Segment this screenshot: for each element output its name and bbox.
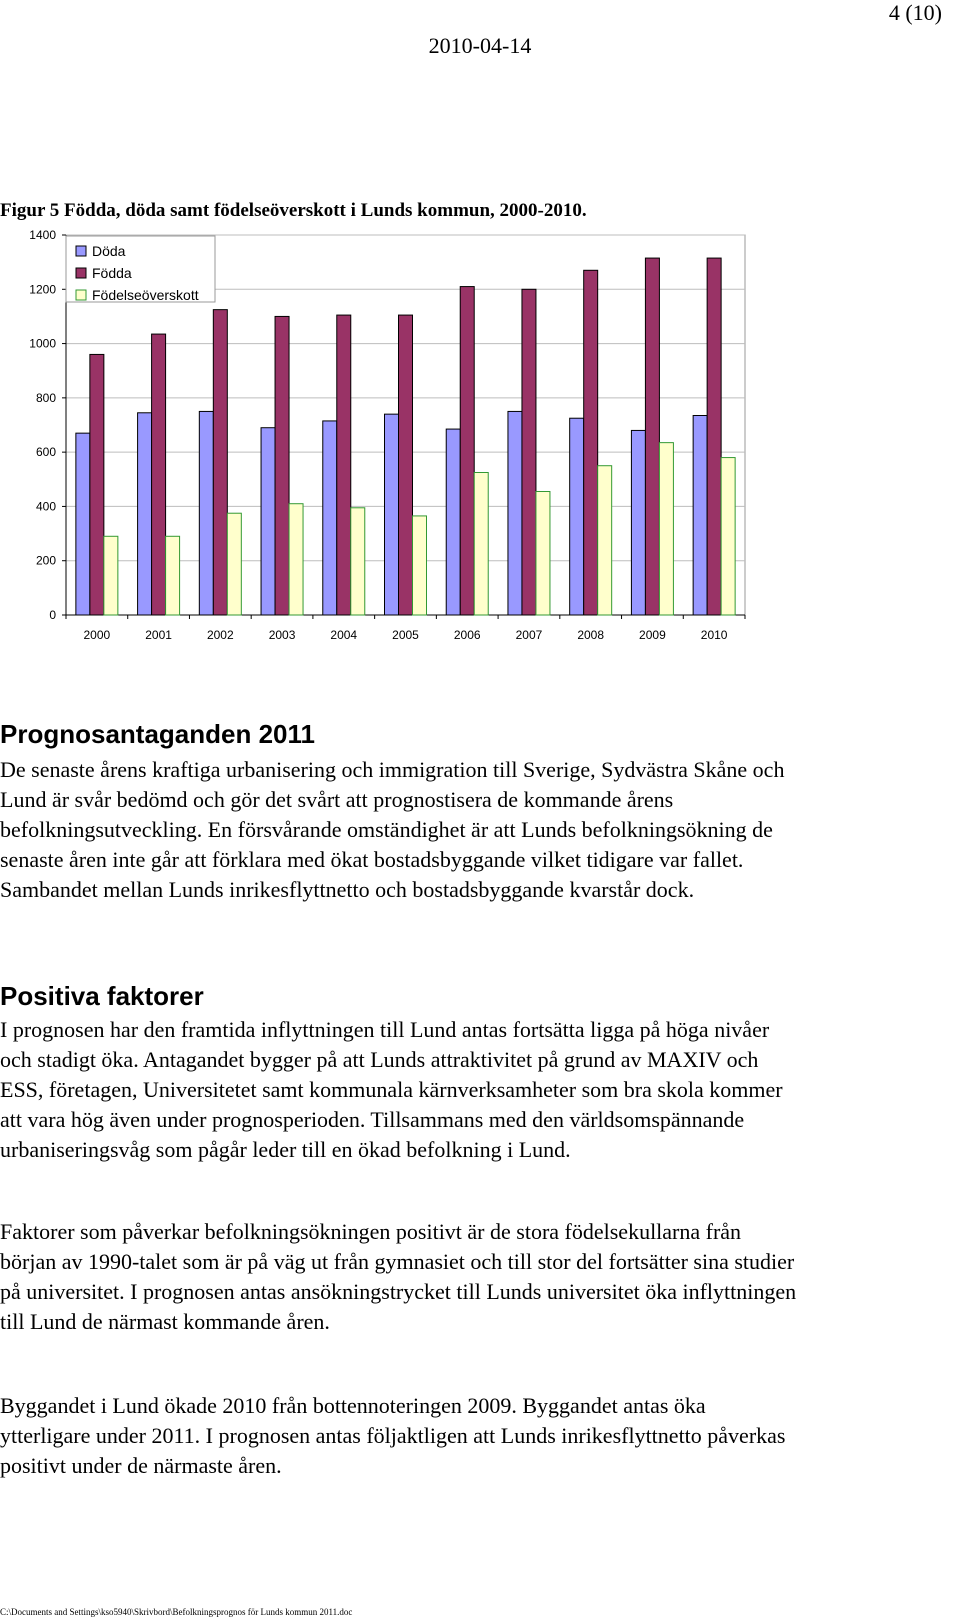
y-tick-label: 0	[49, 608, 56, 622]
bar-födda-2003	[275, 316, 289, 615]
x-tick-label: 2010	[700, 628, 728, 642]
bar-födelseöverskott-2005	[413, 516, 427, 615]
paragraph: Faktorer som påverkar befolkningsökningen positivt är de stora födelsekullarna från början av 1990-talet som är på väg ut från gymnasiet och till stor del fortsätter sina studier på universitet. I prognosen antas ansökningstrycket till Lunds universitet öka inflyttningen till Lund de närmast kommande åren.	[0, 1219, 797, 1334]
x-tick-label: 2002	[206, 628, 234, 642]
legend-label-döda: Döda	[92, 243, 126, 259]
bar-döda-2004	[323, 421, 337, 615]
bar-födelseöverskott-2008	[598, 466, 612, 615]
bar-födda-2001	[152, 334, 166, 615]
bar-födelseöverskott-2000	[104, 536, 118, 615]
y-tick-label: 200	[35, 553, 56, 568]
section-heading-prognosantaganden: Prognosantaganden 2011	[0, 719, 315, 749]
bar-döda-2008	[570, 418, 584, 615]
section-heading-positiva-faktorer: Positiva faktorer	[0, 981, 204, 1011]
bar-chart	[0, 222, 760, 652]
legend-swatch-döda	[76, 246, 86, 256]
bar-födelseöverskott-2001	[166, 536, 180, 615]
x-tick-label: 2003	[268, 628, 296, 642]
bar-födda-2008	[584, 270, 598, 615]
y-tick-label: 1200	[29, 282, 56, 297]
bar-födda-2009	[645, 258, 659, 615]
y-tick-label: 800	[35, 390, 56, 405]
x-tick-label: 2001	[145, 628, 172, 642]
y-tick-label: 1400	[29, 228, 56, 242]
legend-swatch-födda	[76, 268, 86, 278]
bar-födda-2000	[90, 354, 104, 615]
bar-döda-2000	[76, 433, 90, 615]
bar-födelseöverskott-2003	[289, 504, 303, 615]
paragraph: De senaste årens kraftiga urbanisering och immigration till Sverige, Sydvästra Skåne och Lund är svår bedömd och gör det svårt att prognostisera de kommande årens befolkningsutveckling. En försvårande omständighet är att Lunds befolkningsökning de senaste åren inte går att förklara med ökat bostadsbyggande vilket tidigare var fallet. Sambandet mellan Lunds inrikesflyttnetto och bostadsbyggande kvarstår dock.	[0, 757, 785, 902]
legend-swatch-födelseöverskott	[76, 290, 86, 300]
bar-födda-2006	[460, 287, 474, 615]
bar-döda-2006	[446, 429, 460, 615]
x-tick-label: 2008	[577, 628, 605, 642]
chart-legend	[66, 236, 215, 303]
bar-födda-2005	[399, 315, 413, 615]
y-tick-label: 1000	[29, 336, 56, 351]
bar-födda-2010	[707, 258, 721, 615]
x-tick-label: 2009	[639, 628, 666, 642]
bar-födelseöverskott-2006	[474, 473, 488, 616]
x-tick-label: 2000	[83, 628, 111, 642]
bar-döda-2002	[199, 411, 213, 615]
bar-födda-2002	[213, 310, 227, 615]
bar-döda-2003	[261, 428, 275, 615]
paragraph: Byggandet i Lund ökade 2010 från bottennoteringen 2009. Byggandet antas öka ytterligare under 2011. I prognosen antas följaktligen att Lunds inrikesflyttnetto påverkas positivt under de närmaste åren.	[0, 1393, 786, 1478]
page-number: 4 (10)	[888, 0, 942, 25]
bar-döda-2001	[138, 413, 152, 615]
bar-döda-2009	[631, 430, 645, 615]
x-tick-label: 2004	[330, 628, 358, 642]
document-date: 2010-04-14	[428, 33, 532, 58]
bar-döda-2007	[508, 411, 522, 615]
figure-caption: Figur 5 Födda, döda samt födelseöverskott i Lunds kommun, 2000-2010.	[0, 200, 587, 221]
x-tick-label: 2007	[515, 628, 543, 642]
paragraph: I prognosen har den framtida inflyttningen till Lund antas fortsätta ligga på höga nivåer och stadigt öka. Antagandet bygger på att Lunds attraktivitet på grund av MAXIV och ESS, företagen, Universitetet samt kommunala kärnverksamheter som bra skola kommer att vara hög även under prognosperioden. Tillsammans med den världsomspännande urbaniseringsvåg som pågår leder till en ökad befolkning i Lund.	[0, 1017, 783, 1162]
x-tick-label: 2006	[453, 628, 481, 642]
bar-döda-2005	[385, 414, 399, 615]
bar-födelseöverskott-2007	[536, 492, 550, 616]
y-tick-label: 400	[35, 499, 56, 514]
bar-födelseöverskott-2010	[721, 458, 735, 615]
bar-döda-2010	[693, 416, 707, 616]
bar-födda-2007	[522, 289, 536, 615]
bar-födda-2004	[337, 315, 351, 615]
legend-label-födelseöverskott: Födelseöverskott	[92, 287, 199, 303]
y-tick-label: 600	[35, 445, 56, 460]
bar-födelseöverskott-2002	[227, 513, 241, 615]
legend-label-födda: Födda	[92, 265, 132, 281]
x-tick-label: 2005	[392, 628, 419, 642]
bar-födelseöverskott-2009	[659, 443, 673, 615]
bar-födelseöverskott-2004	[351, 508, 365, 615]
footer-file-path: C:\Documents and Settings\kso5940\Skrivbord\Befolkningsprognos för Lunds kommun 2011.doc	[0, 1607, 353, 1617]
